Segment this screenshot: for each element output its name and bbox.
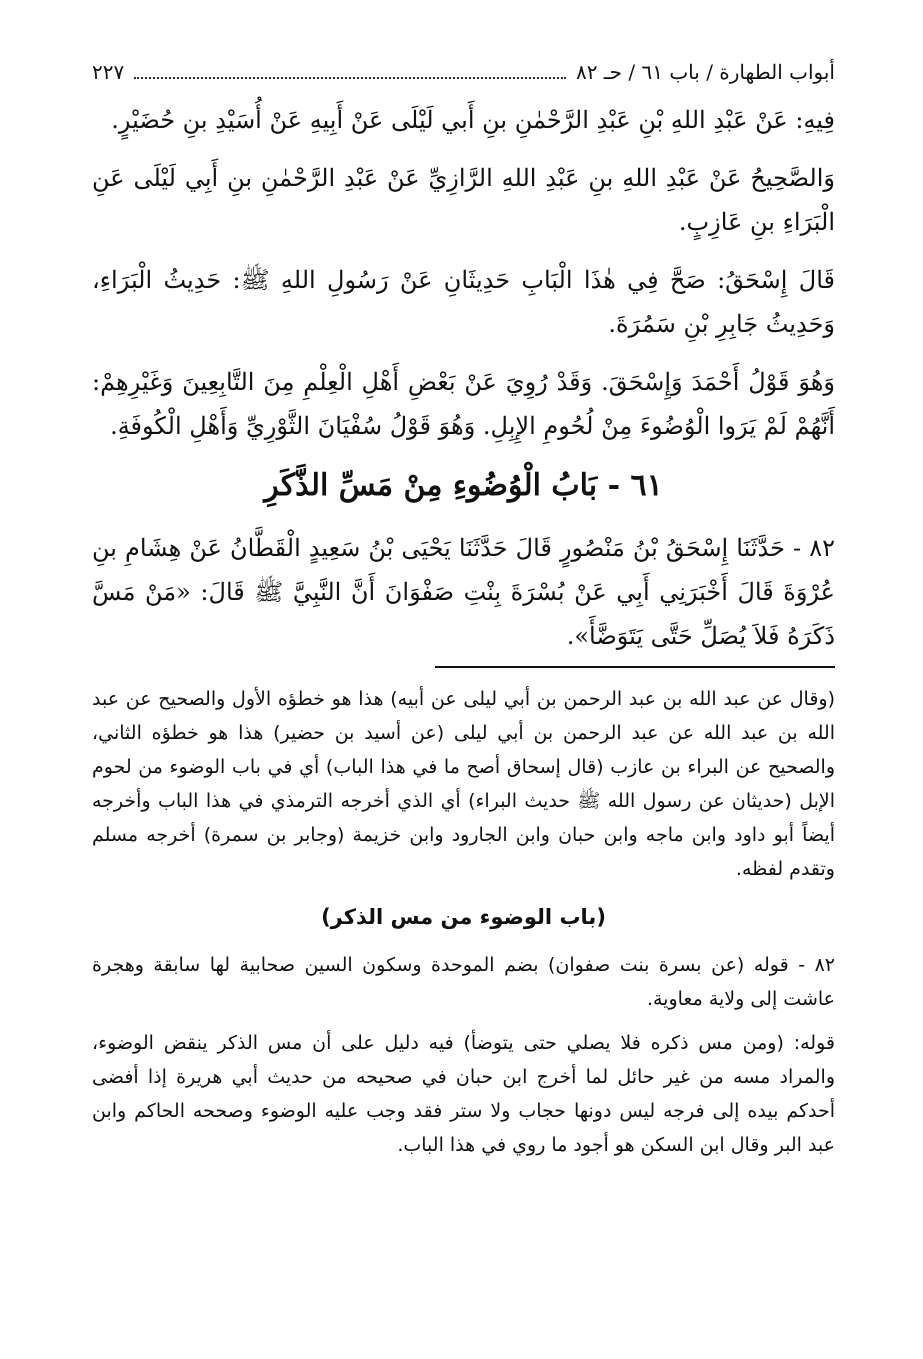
main-paragraph: فِيهِ: عَنْ عَبْدِ اللهِ بْنِ عَبْدِ الرَّحْمٰنِ بنِ أَبي لَيْلَى عَنْ أَبِيهِ عَنْ أُسَيْدِ بنِ حُضَيْرٍ. bbox=[111, 106, 835, 134]
commentary-subheading: (باب الوضوء من مس الذكر) bbox=[321, 905, 606, 929]
header-title: أبواب الطهارة / باب ٦١ / حـ ٨٢ bbox=[575, 60, 835, 84]
hadith-text: ٨٢ - حَدَّثَنَا إِسْحَقُ بْنُ مَنْصُورٍ قَالَ حَدَّثَنَا يَحْيَى بْنُ سَعِيدٍ الْقَطَّانُ عَنْ هِشَامِ بنِ عُرْوَةَ قَالَ أَخْبَرَنِي أَبِي عَنْ بُسْرَةَ بِنْتِ صَفْوَانَ أَنَّ النَّبِيَّ ﷺ قَالَ: «مَنْ مَسَّ ذَكَرَهُ فَلاَ يُصَلِّ حَتَّى يَتَوَضَّأَ». bbox=[92, 534, 835, 650]
running-header bbox=[92, 58, 835, 86]
main-paragraph: قَالَ إِسْحَقُ: صَحَّ فِي هٰذَا الْبَابِ حَدِيثَانِ عَنْ رَسُولِ اللهِ ﷺ: حَدِيثُ الْبَرَاءِ، وَحَدِيثُ جَابِرِ بْنِ سَمُرَةَ. bbox=[92, 266, 835, 338]
hadith-block bbox=[92, 526, 835, 658]
main-paragraph: وَهُوَ قَوْلُ أَحْمَدَ وَإِسْحَقَ. وَقَدْ رُوِيَ عَنْ بَعْضِ أَهْلِ الْعِلْمِ مِنَ التَّابِعِينَ وَغَيْرِهِمْ: أَنَّهُمْ لَمْ يَرَوا الْوُضُوءَ مِنْ لُحُومِ الإِبِلِ. وَهُوَ قَوْلُ سُفْيَانَ الثَّوْرِيِّ وَأَهْلِ الْكُوفَةِ. bbox=[92, 368, 835, 440]
main-text bbox=[92, 98, 835, 658]
chapter-title: ٦١ - بَابُ الْوُضُوءِ مِنْ مَسِّ الذَّكَرِ bbox=[264, 468, 663, 503]
commentary-paragraph: ٨٢ - قوله (عن بسرة بنت صفوان) بضم الموحدة وسكون السين صحابية لها سابقة وهجرة عاشت إلى ولاية معاوية. bbox=[92, 954, 835, 1010]
footnote-divider bbox=[435, 666, 835, 668]
page-number: ٢٢٧ bbox=[92, 60, 125, 84]
commentary-paragraph: (وقال عن عبد الله بن عبد الرحمن بن أبي ليلى عن أبيه) هذا هو خطؤه الأول والصحيح عن عبد الله بن عبد الله عن عبد الرحمن بن أبي ليلى (عن أسيد بن حضير) هذا هو خطؤه الثاني، والصحيح عن البراء بن عازب (قال إسحاق أصح ما في هذا الباب) أي في باب الوضوء من لحوم الإبل (حديثان عن رسول الله ﷺ حديث البراء) أي الذي أخرجه الترمذي في هذا الباب وأخرجه أيضاً أبو داود وابن ماجه وابن حبان وابن الجارود وابن خزيمة (وجابر بن سمرة) أخرجه مسلم وتقدم لفظه. bbox=[92, 688, 835, 880]
header-dots bbox=[134, 59, 566, 79]
main-paragraph: وَالصَّحِيحُ عَنْ عَبْدِ اللهِ بنِ عَبْدِ اللهِ الرَّازِيِّ عَنْ عَبْدِ الرَّحْمٰنِ بنِ أَبِي لَيْلَى عَنِ الْبَرَاءِ بنِ عَازِبٍ. bbox=[92, 164, 835, 236]
commentary-paragraph: قوله: (ومن مس ذكره فلا يصلي حتى يتوضأ) فيه دليل على أن مس الذكر ينقض الوضوء، والمراد مسه من غير حائل لما أخرج ابن حبان في صحيحه من حديث أبي هريرة إذا أفضى أحدكم بيده إلى فرجه ليس دونها حجاب ولا ستر فقد وجب عليه الوضوء وصححه الحاكم وابن عبد البر وقال ابن السكن هو أجود ما روي في هذا الباب. bbox=[92, 1032, 835, 1156]
commentary-section bbox=[92, 682, 835, 1162]
